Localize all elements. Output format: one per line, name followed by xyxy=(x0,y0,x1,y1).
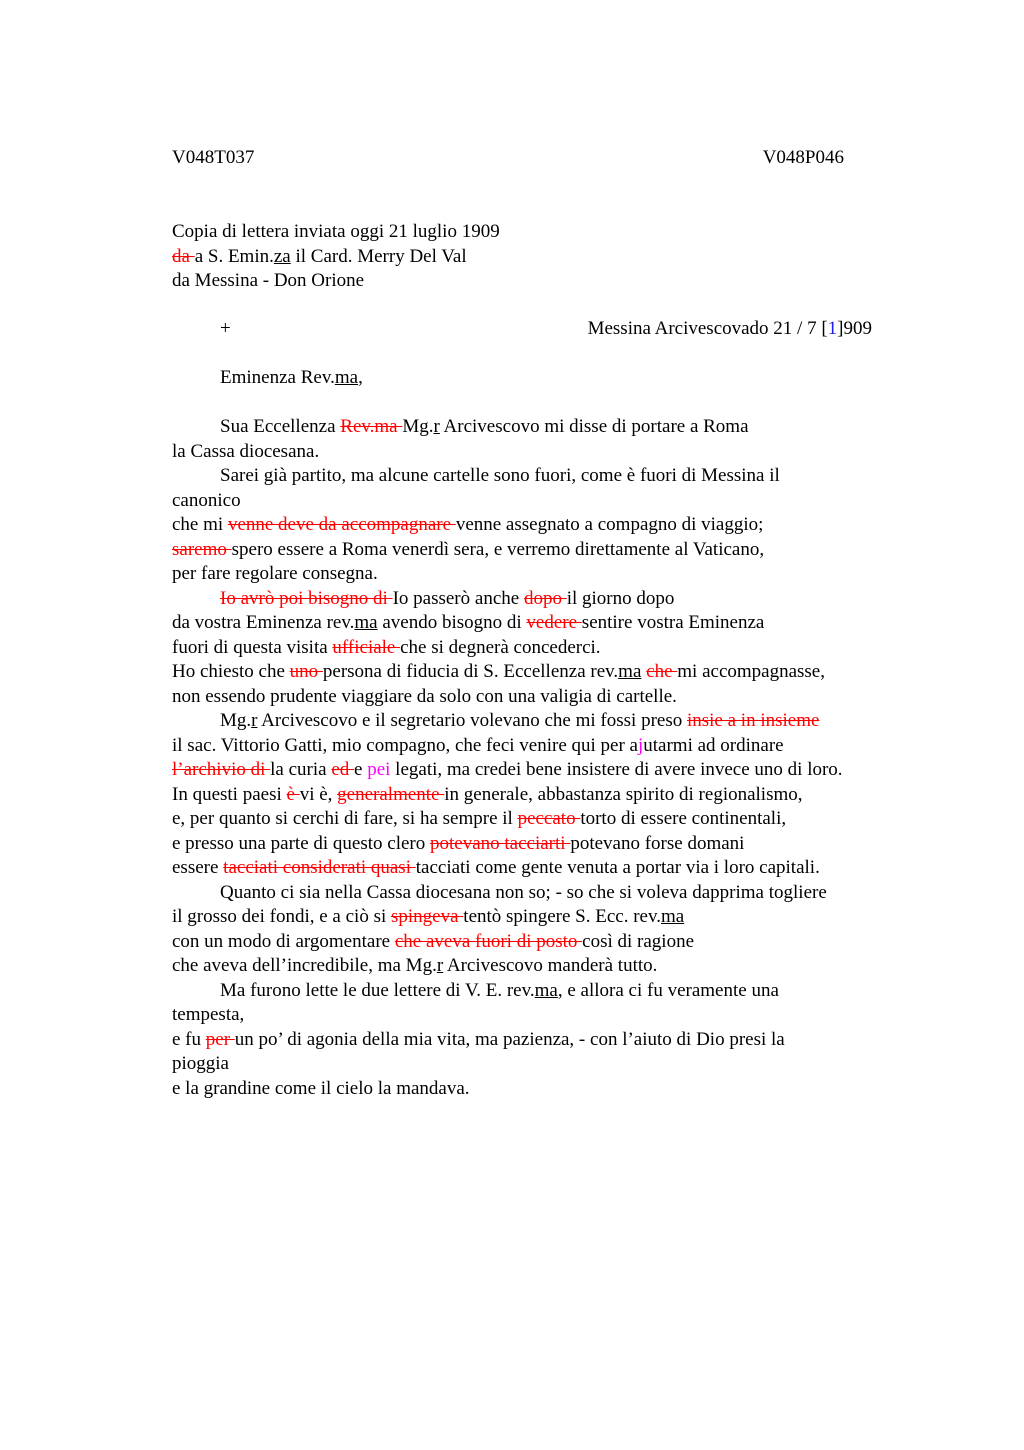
heading-line: da a S. Emin.za il Card. Merry Del Val xyxy=(172,245,467,267)
letter-body xyxy=(172,415,932,1101)
deleted-text: Rev.ma xyxy=(340,416,403,437)
deleted-text: tacciati considerati quasi xyxy=(223,857,416,878)
underlined-abbrev: r xyxy=(433,416,440,437)
text-line: canonico xyxy=(172,489,241,511)
editorial-insert: j xyxy=(637,734,644,756)
editorial-insert: 1 xyxy=(827,318,838,339)
text-line: non essendo prudente viaggiare da solo con una valigia di cartelle. xyxy=(172,685,677,707)
deleted-text: peccato xyxy=(517,808,581,829)
underlined-abbrev: ma xyxy=(534,979,558,1001)
text-line: da vostra Eminenza rev.ma avendo bisogno di vedere sentire vostra Eminenza xyxy=(172,612,765,633)
deleted-text: che aveva fuori di posto xyxy=(394,930,583,952)
archive-code-left: V048T037 xyxy=(172,147,255,168)
text-line: essere tacciati considerati quasi tacciati come gente venuta a portar via i loro capitali. xyxy=(172,857,820,878)
archive-codes xyxy=(172,146,844,170)
deleted-text: dopo xyxy=(523,587,567,609)
text-line: Sarei già partito, ma alcune cartelle sono fuori, come è fuori di Messina il xyxy=(220,465,780,486)
underlined-abbrev: ma xyxy=(660,906,685,927)
text-line: Quanto ci sia nella Cassa diocesana non so; - so che si voleva dapprima togliere xyxy=(220,881,827,903)
underlined-abbrev: ma xyxy=(334,367,359,388)
text-line: il sac. Vittorio Gatti, mio compagno, che feci venire qui per ajutarmi ad ordinare xyxy=(172,734,784,756)
text-line: e fu per un po’ di agonia della mia vita, ma pazienza, - con l’aiuto di Dio presi la xyxy=(172,1028,785,1050)
deleted-text: è xyxy=(286,783,300,805)
deleted-text: insie a in insieme xyxy=(686,710,820,731)
text-line: saremo spero essere a Roma venerdì sera, e verremo direttamente al Vaticano, xyxy=(172,538,765,560)
cross-mark: + xyxy=(220,318,231,339)
text-line: tempesta, xyxy=(172,1004,245,1025)
underlined-abbrev: ma xyxy=(354,612,378,633)
text-line: fuori di questa visita ufficiale che si degnerà concederci. xyxy=(172,636,601,658)
text-line: pioggia xyxy=(172,1053,229,1074)
underlined-abbrev: ma xyxy=(618,661,642,682)
deleted-text: ed xyxy=(331,759,355,780)
text-line: per fare regolare consegna. xyxy=(172,563,378,584)
deleted-text: potevano tacciarti xyxy=(430,832,571,854)
deleted-text: da xyxy=(172,245,195,267)
text-line: Sua Eccellenza Rev.ma Mg.r Arcivescovo mi disse di portare a Roma xyxy=(220,416,749,437)
archive-code-right: V048P046 xyxy=(762,147,844,168)
underlined-abbrev: za xyxy=(273,245,291,267)
deleted-text: uno xyxy=(289,661,323,682)
deleted-text: ufficiale xyxy=(332,636,401,658)
deleted-text: per xyxy=(205,1028,235,1050)
salutation: Eminenza Rev.ma, xyxy=(220,367,363,388)
text-line: il grosso dei fondi, e a ciò si spingeva tentò spingere S. Ecc. rev.ma xyxy=(172,906,685,927)
deleted-text: spingeva xyxy=(391,906,464,927)
text-line: In questi paesi è vi è, generalmente in generale, abbastanza spirito di regionalismo, xyxy=(172,783,803,805)
text-line: e presso una parte di questo clero potevano tacciarti potevano forse domani xyxy=(172,832,745,854)
deleted-text: generalmente xyxy=(337,783,445,805)
text-line: e, per quanto si cerchi di fare, si ha sempre il peccato torto di essere continentali, xyxy=(172,808,787,829)
text-line: e la grandine come il cielo la mandava. xyxy=(172,1077,470,1099)
text-line: Ma furono lette le due lettere di V. E. rev.ma, e allora ci fu veramente una xyxy=(220,979,779,1001)
deleted-text: venne deve da accompagnare xyxy=(227,514,456,535)
dateline-row xyxy=(220,317,872,341)
text-line: Mg.r Arcivescovo e il segretario volevano che mi fossi preso insie a in insieme xyxy=(220,710,820,731)
deleted-text: l’archivio di xyxy=(172,759,271,780)
deleted-text: vedere xyxy=(526,612,582,633)
deleted-text: Io avrò poi bisogno di xyxy=(220,587,393,609)
place-date: Messina Arcivescovado 21 / 7 [1]909 xyxy=(587,318,872,339)
text-line: Io avrò poi bisogno di Io passerò anche dopo il giorno dopo xyxy=(220,587,675,609)
text-line: che mi venne deve da accompagnare venne assegnato a compagno di viaggio; xyxy=(172,514,764,535)
heading-line: da Messina - Don Orione xyxy=(172,270,365,291)
underlined-abbrev: r xyxy=(251,710,258,731)
editorial-insert: pei xyxy=(367,759,391,780)
text-line: la Cassa diocesana. xyxy=(172,440,320,462)
copy-heading xyxy=(172,220,500,294)
deleted-text: saremo xyxy=(172,538,232,560)
text-line: che aveva dell’incredibile, ma Mg.r Arcivescovo manderà tutto. xyxy=(172,955,658,976)
heading-line: Copia di lettera inviata oggi 21 luglio 1909 xyxy=(172,221,500,242)
text-line: l’archivio di la curia ed e pei legati, ma credei bene insistere di avere invece uno di loro. xyxy=(172,759,843,780)
text-line: Ho chiesto che uno persona di fiducia di S. Eccellenza rev.ma che mi accompagnasse, xyxy=(172,661,825,682)
underlined-abbrev: r xyxy=(436,955,444,976)
deleted-text: che xyxy=(646,661,678,682)
text-line: con un modo di argomentare che aveva fuori di posto così di ragione xyxy=(172,930,695,952)
